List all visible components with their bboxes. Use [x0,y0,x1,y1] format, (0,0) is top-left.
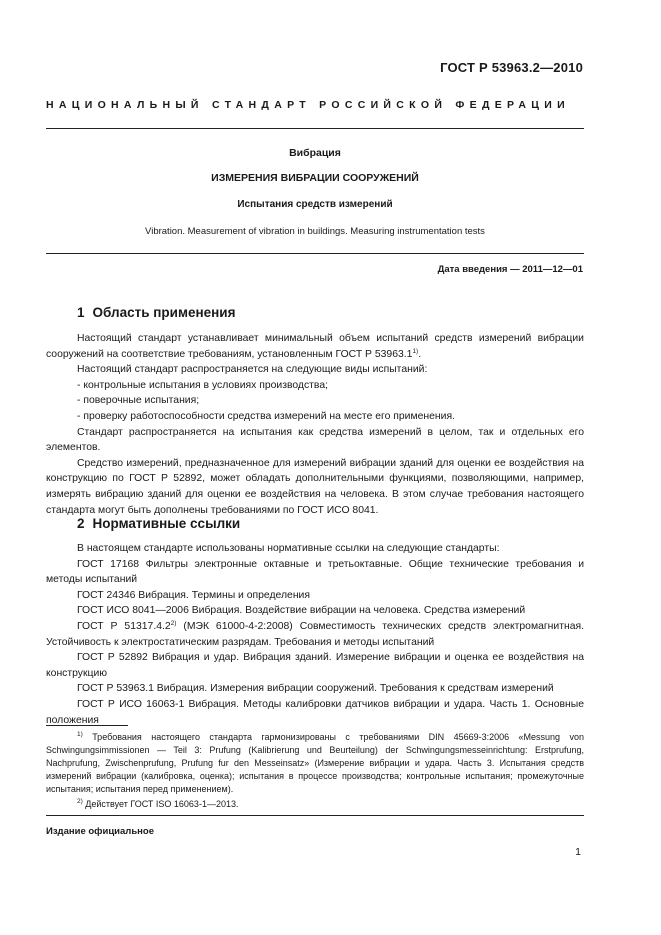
footnotes [46,731,584,811]
footnote-ref-1: 1) [412,347,419,355]
title-topic: Вибрация [289,147,341,159]
introduction-date: Дата введения — 2011—12—01 [437,264,583,275]
footnote-text: Действует ГОСТ ISO 16063-1—2013. [82,799,239,809]
paragraph-text: Настоящий стандарт устанавливает минимальный объем испытаний средств измерений вибрации сооружений на соответствие требованиям, установленным ГОСТ Р 53963.1 [46,333,584,360]
reference-item: ГОСТ 17168 Фильтры электронные октавные и третьоктавные. Общие технические требования и методы испытаний [46,558,584,586]
paragraph: В настоящем стандарте использованы нормативные ссылки на следующие стандарты: [77,543,500,554]
paragraph: Средство измерений, предназначенное для измерений вибрации зданий для оценки ее воздействия на конструкцию по ГОСТ Р 52892, может обладать дополнительными функциями, позволяющими, например, измерять вибрацию зданий для оценки ее воздействия на человека. В этом случае требования настоящего стандарта могут быть дополнены требованиями по ГОСТ ИСО 8041. [46,457,584,516]
footnote-mark: 1) [77,731,83,738]
paragraph: Стандарт распространяется на испытания как средства измерений в целом, так и отдельных его элементов. [46,426,584,454]
title-divider [46,253,584,254]
header-divider [46,128,584,129]
footnote-ref-2: 2) [170,619,177,627]
footnote-text: Требования настоящего стандарта гармонизированы с требованиями DIN 45669-3:2006 «Messung von Schwingungsimmissionen — Teil 3: Prufung (Kalibrierung und Beurteilung) der Schwingungsmesseinrichtung: Erstprufung, Nachprufung, Zwischenprufung, Prufung fur den Messeinsatz» (Измерение вибрации и удара. Часть 3. Испытания средств измерений вибрации (калибровка, оценка); испытания в процессе производства; контрольные испытания; промежуточные испытания; испытания перед применением). [46,732,584,794]
paragraph: Настоящий стандарт распространяется на следующие виды испытаний: [77,364,428,376]
paragraph [46,331,584,362]
list-item: - контрольные испытания в условиях производства; [77,379,328,391]
reference-item: ГОСТ 24346 Вибрация. Термины и определения [77,589,310,601]
section-2-number: 2 [77,516,85,531]
reference-item: ГОСТ Р 53963.1 Вибрация. Измерения вибрации сооружений. Требования к средствам измерений [77,683,554,695]
section-1-title: Область применения [92,305,236,320]
title-main: ИЗМЕРЕНИЯ ВИБРАЦИИ СООРУЖЕНИЙ [211,172,419,184]
section-2-heading [77,516,240,531]
reference-text: ГОСТ Р 51317.4.2 [77,620,171,632]
reference-item: ГОСТ Р ИСО 16063-1 Вибрация. Методы калибровки датчиков вибрации и удара. Часть 1. Основные положения [46,698,584,726]
reference-text: (МЭК 61000-4-2:2008) Совместимость технических средств электромагнитная. Устойчивость к электростатическим разрядам. Требования и методы испытаний [46,620,585,648]
reference-item [46,619,584,650]
section-1-body [46,331,584,518]
footnote-2 [46,798,584,811]
reference-item: ГОСТ ИСО 8041—2006 Вибрация. Воздействие вибрации на человека. Средства измерений [77,605,526,617]
footnote-1 [46,731,584,796]
page-number: 1 [575,846,581,858]
paragraph-text: . [418,348,422,360]
footer-divider [46,815,584,816]
list-item: - поверочные испытания; [77,395,200,407]
section-2-title: Нормативные ссылки [92,516,241,531]
title-english: Vibration. Measurement of vibration in buildings. Measuring instrumentation tests [145,226,485,237]
section-1-heading [77,305,235,320]
title-sub: Испытания средств измерений [237,199,393,210]
reference-item: ГОСТ Р 52892 Вибрация и удар. Вибрация зданий. Измерение вибрации и оценка ее воздействия на конструкцию [46,652,584,679]
list-item: - проверку работоспособности средства измерений на месте его применения. [77,410,455,422]
national-standard-heading: НАЦИОНАЛЬНЫЙ СТАНДАРТ РОССИЙСКОЙ ФЕДЕРАЦИИ [46,99,570,111]
document-number: ГОСТ Р 53963.2—2010 [440,60,583,75]
footnote-mark: 2) [77,798,83,805]
footnote-divider [46,725,128,726]
section-2-body [46,541,584,728]
section-1-number: 1 [77,305,85,320]
edition-label: Издание официальное [46,826,154,837]
